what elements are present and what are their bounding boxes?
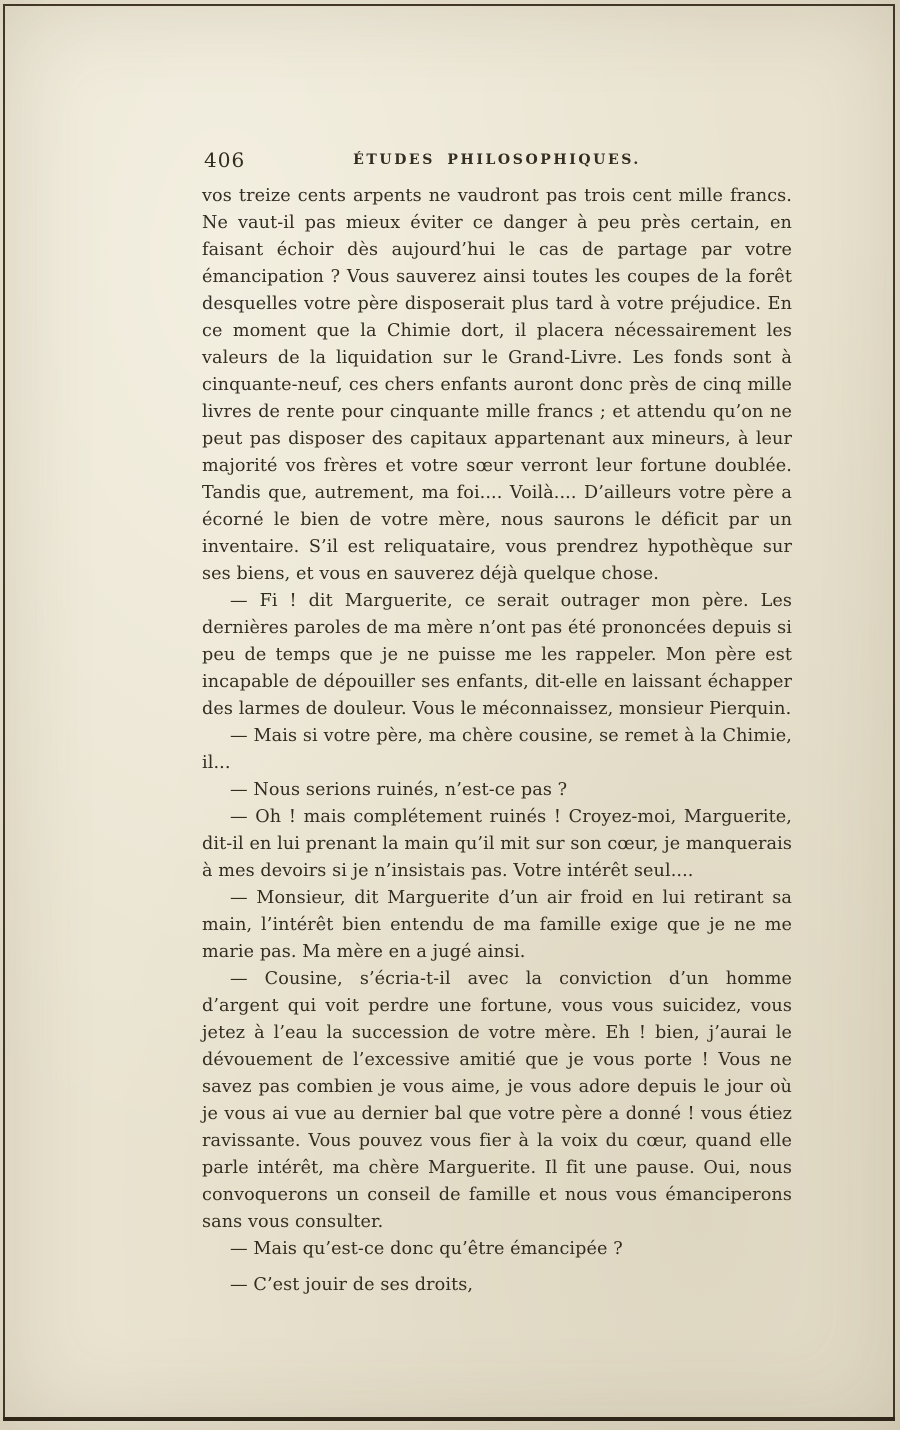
paragraph-narration: vos treize cents arpents ne vaudront pas trois cent mille francs. Ne vaut-il pas mieux éviter ce danger à peu près certain, en faisant échoir dès aujourd’hui le cas de partage par votre émancipation ? Vous sauverez ainsi toutes les coupes de la forêt desquelles votre père disposerait plus tard à votre préjudice. En ce moment que la Chimie dort, il placera nécessairement les valeurs de la liquidation sur le Grand-Livre. Les fonds sont à cinquante-neuf, ces chers enfants auront donc près de cinq mille livres de rente pour cinquante mille francs ; et attendu qu’on ne peut pas disposer des capitaux appartenant aux mineurs, à leur majorité vos frères et votre sœur verront leur fortune doublée. Tandis que, autrement, ma foi.... Voilà.... D’ailleurs votre père a écorné le bien de votre mère, nous saurons le déficit par un inventaire. S’il est reliquataire, vous prendrez hypothèque sur ses biens, et vous en sauverez déjà quelque chose. xyxy=(202,186,792,584)
paragraph-dialogue-pierquin: — Mais si votre père, ma chère cousine, se remet à la Chimie, il... xyxy=(202,726,792,773)
paragraph-dialogue-marguerite-3: — Monsieur, dit Marguerite d’un air froid en lui retirant sa main, l’intérêt bien entendu de ma famille exige que je ne me marie pas. Ma mère en a jugé ainsi. xyxy=(202,888,792,962)
running-head xyxy=(202,148,792,174)
scan-edge-right xyxy=(893,4,895,1420)
running-title: ÉTUDES PHILOSOPHIQUES. xyxy=(353,152,641,168)
scan-edge-bottom xyxy=(3,1417,895,1421)
paragraph-dialogue-pierquin-3: — Cousine, s’écria-t-il avec la conviction d’un homme d’argent qui voit perdre une fortune, vous vous suicidez, vous jetez à l’eau la succession de votre mère. Eh ! bien, j’aurai le dévouement de l’excessive amitié que je vous porte ! Vous ne savez pas combien je vous aime, je vous adore depuis le jour où je vous ai vue au dernier bal que votre père a donné ! vous étiez ravissante. Vous pouvez vous fier à la voix du cœur, quand elle parle intérêt, ma chère Marguerite. Il fit une pause. Oui, nous convoquerons un conseil de famille et nous vous émanciperons sans vous consulter. xyxy=(202,969,792,1232)
page-number: 406 xyxy=(204,148,246,172)
scan-edge-top xyxy=(4,4,895,6)
paragraph-dialogue-marguerite-2: — Nous serions ruinés, n’est-ce pas ? xyxy=(230,780,568,800)
text-block xyxy=(202,183,792,1299)
scan-edge-left xyxy=(3,4,5,1420)
paragraph-dialogue-pierquin-2: — Oh ! mais complétement ruinés ! Croyez-moi, Marguerite, dit-il en lui prenant la main qu’il mit sur son cœur, je manquerais à mes devoirs si je n’insistais pas. Votre intérêt seul.... xyxy=(202,807,792,881)
paragraph-dialogue-marguerite-4: — Mais qu’est-ce donc qu’être émancipée ? xyxy=(230,1239,623,1259)
paragraph-dialogue-marguerite: — Fi ! dit Marguerite, ce serait outrager mon père. Les dernières paroles de ma mère n’ont pas été prononcées depuis si peu de temps que je ne puisse me les rappeler. Mon père est incapable de dépouiller ses enfants, dit-elle en laissant échapper des larmes de douleur. Vous le méconnaissez, monsieur Pierquin. xyxy=(202,591,792,719)
paragraph-dialogue-pierquin-4: — C’est jouir de ses droits, xyxy=(230,1275,474,1295)
